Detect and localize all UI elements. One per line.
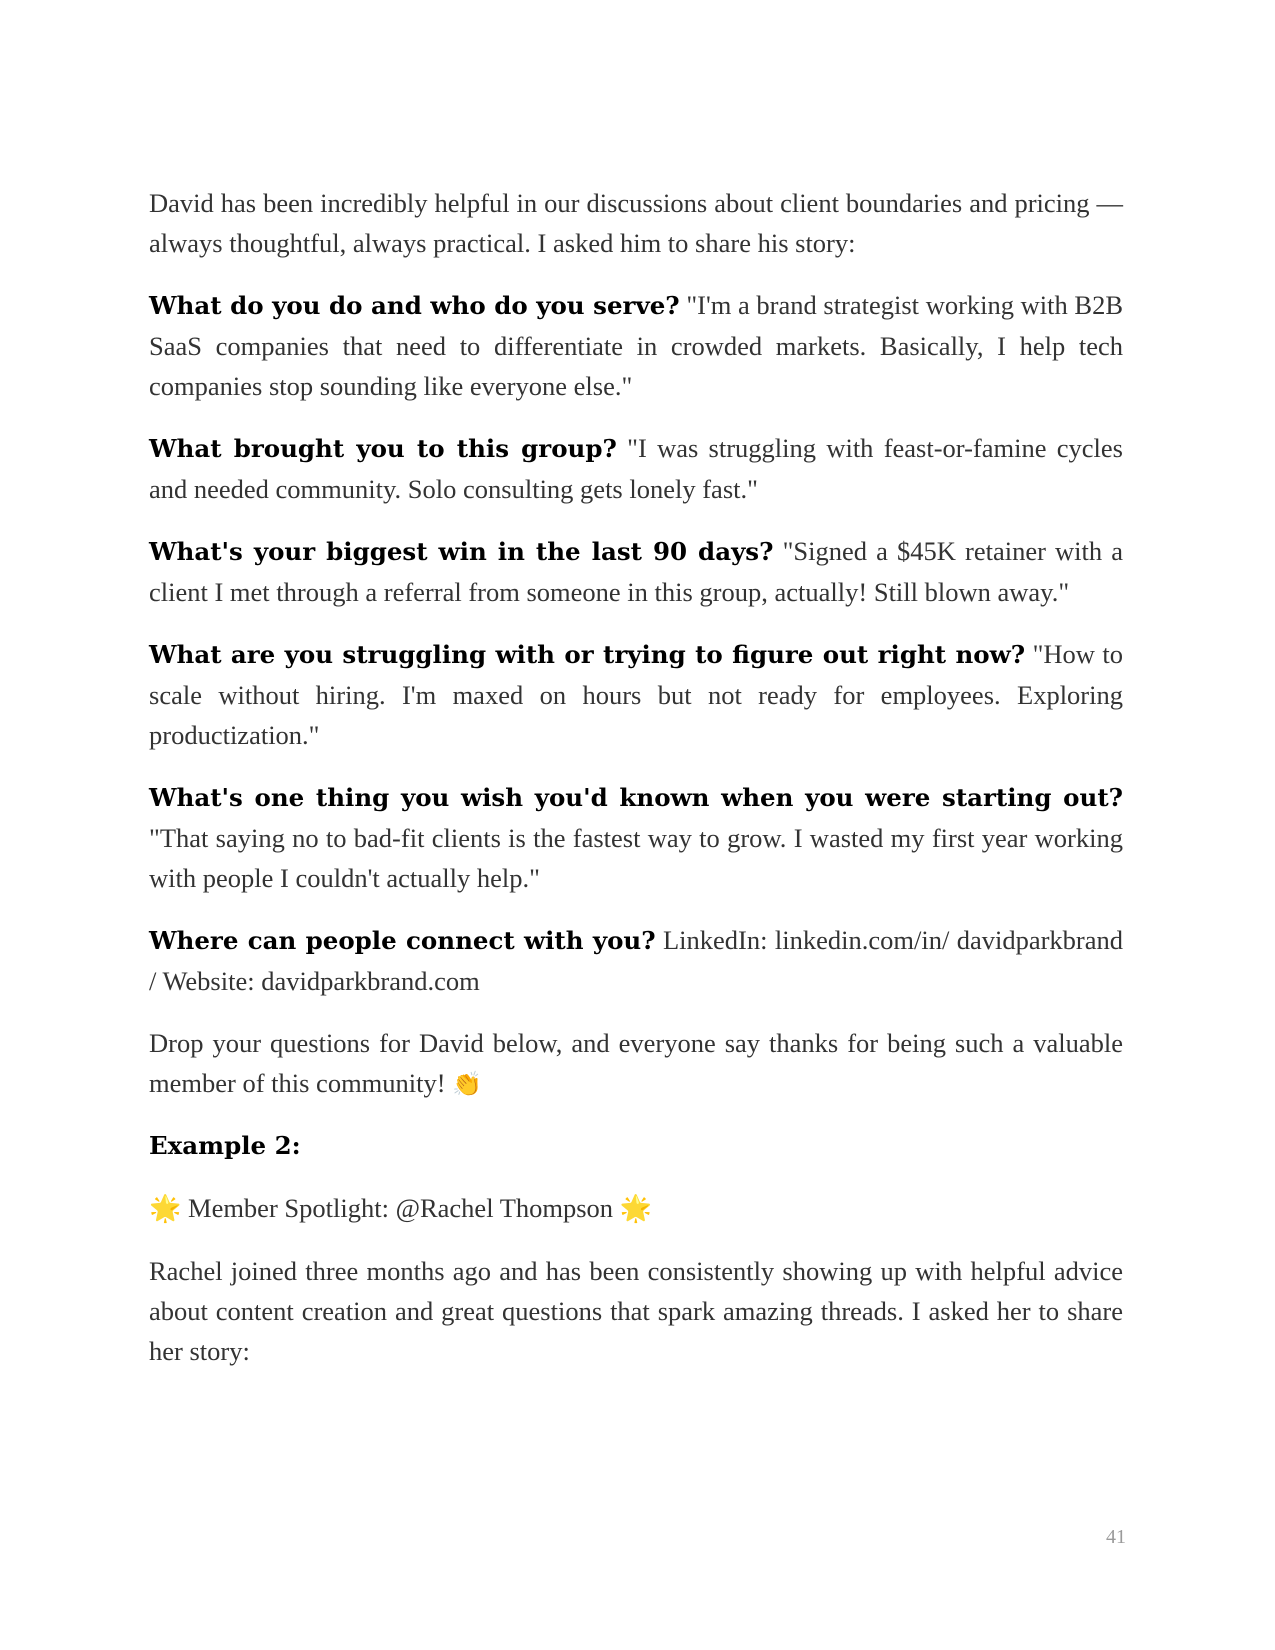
spotlight-title: Member Spotlight: @Rachel Thompson (188, 1193, 614, 1223)
clapping-hands-icon: 👏 (452, 1070, 483, 1098)
example2-intro-paragraph: Rachel joined three months ago and has been consistently showing up with helpful advice about content creation and great questions that spark amazing threads. I asked her to share her story: (149, 1256, 1123, 1366)
question: What are you struggling with or trying to figure out right now? (149, 640, 1026, 669)
star-icon: 🌟 (619, 1194, 653, 1224)
question: What's one thing you wish you'd known when you were starting out? (149, 783, 1123, 812)
star-icon: 🌟 (149, 1194, 182, 1224)
qa-item (149, 634, 1123, 755)
qa-item (149, 777, 1123, 898)
qa-item (149, 285, 1123, 406)
answer: "How to scale without hiring. I'm maxed on hours but not ready for employees. Exploring productization." (149, 639, 1123, 750)
question: Where can people connect with you? (149, 926, 656, 955)
question: What brought you to this group? (149, 434, 617, 463)
example-heading: Example 2: (149, 1131, 301, 1160)
page-number: 41 (1106, 1526, 1126, 1548)
intro-paragraph: David has been incredibly helpful in our discussions about client boundaries and pricing — always thoughtful, always practical. I asked him to share his story: (149, 188, 1123, 258)
answer: "I'm a brand strategist working with B2B SaaS companies that need to differentiate in crowded markets. Basically, I help tech companies stop sounding like everyone else." (149, 290, 1124, 401)
spotlight-title-line (149, 1188, 1123, 1229)
answer: "I was struggling with feast-or-famine cycles and needed community. Solo consulting gets lonely fast." (149, 433, 1123, 504)
qa-item (149, 920, 1123, 1001)
closing-paragraph (149, 1023, 1123, 1104)
answer: LinkedIn: linkedin.com/in/ davidparkbrand / Website: davidparkbrand.com (149, 925, 1124, 996)
page-body (149, 183, 1123, 1393)
question: What do you do and who do you serve? (149, 291, 680, 320)
answer: "That saying no to bad-fit clients is the fastest way to grow. I wasted my first year working with people I couldn't actually help." (149, 823, 1123, 893)
qa-item (149, 531, 1123, 612)
answer: "Signed a $45K retainer with a client I met through a referral from someone in this group, actually! Still blown away." (149, 536, 1123, 607)
closing-text: Drop your questions for David below, and everyone say thanks for being such a valuable member of this community! (149, 1028, 1123, 1098)
question: What's your biggest win in the last 90 days? (149, 537, 774, 566)
qa-item (149, 428, 1123, 509)
